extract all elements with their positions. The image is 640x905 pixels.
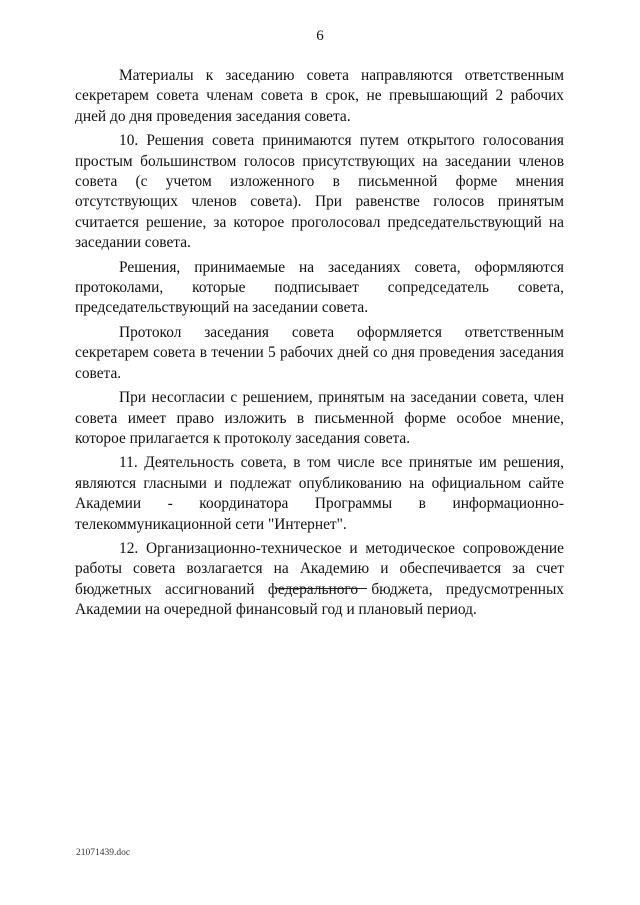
- paragraph-10-decisions: 10. Решения совета принимаются путем открытого голосования простым большинством голосов присутствующих на заседании членов совета (с учетом изложенного в письменной форме мнения отсутствующих членов совета). При равенстве голосов принятым считается решение, за которое проголосовал председательствующий на заседании совета.: [75, 132, 564, 252]
- paragraph-protocol-timing: Протокол заседания совета оформляется ответственным секретарем совета в течении 5 рабочих дней со дня проведения заседания совета.: [75, 323, 564, 382]
- paragraph-materials: Материалы к заседанию совета направляются ответственным секретарем совета членам совета в срок, не превышающий 2 рабочих дней до дня проведения заседания совета.: [75, 67, 564, 125]
- end-divider: [275, 588, 367, 589]
- paragraph-11-publicity: 11. Деятельность совета, в том числе все принятые им решения, являются гласными и подлежат опубликованию на официальном сайте Академии - координатора Программы в информационно-телекоммуникационной сети "Интернет".: [75, 454, 564, 533]
- footer-filename: 21071439.doc: [76, 848, 131, 858]
- paragraph-dissent: При несогласии с решением, принятым на заседании совета, член совета имеет право изложить в письменной форме особое мнение, которое прилагается к протоколу заседания совета.: [75, 389, 564, 447]
- page-number: 6: [316, 28, 324, 44]
- paragraph-12-support: 12. Организационно-техническое и методическое сопровождение работы совета возлагается на Академию и обеспечивается за счет бюджетных ассигнований федерального бюджета, предусмотренных Академии на очередной финансовый год и плановый период.: [75, 539, 564, 619]
- document-body: [75, 66, 564, 625]
- paragraph-protocols: Решения, принимаемые на заседаниях совета, оформляются протоколами, которые подписывает сопредседатель совета, председательствующий на заседании совета.: [75, 258, 564, 317]
